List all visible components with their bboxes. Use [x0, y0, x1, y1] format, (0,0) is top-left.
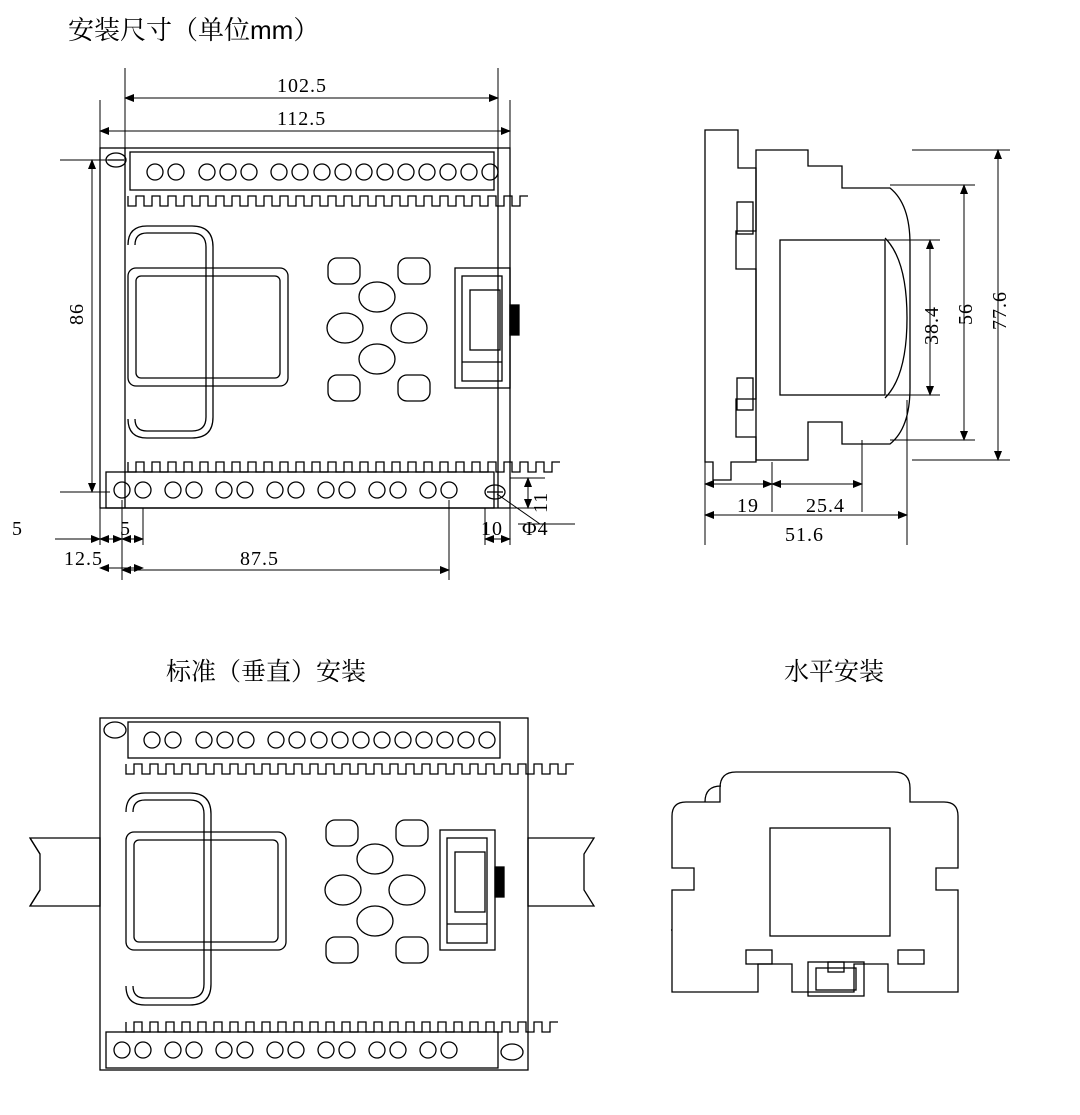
terminal-screw-icon: [147, 164, 498, 180]
dim-hole-diameter: Φ4: [522, 518, 549, 540]
dim-depth-inner: 38.4: [921, 306, 943, 345]
dim-base-mid: 25.4: [806, 495, 845, 517]
dim-base-left: 19: [737, 495, 759, 517]
terminal-screw-icon: [144, 732, 495, 748]
din-rail-icon: [126, 764, 574, 774]
horizontal-mount-title: 水平安装: [784, 658, 885, 686]
dim-depth-total: 77.6: [989, 291, 1011, 330]
dim-base-total: 51.6: [785, 524, 824, 546]
dim-height: 86: [66, 303, 88, 325]
dim-width-inner: 102.5: [277, 75, 327, 97]
dim-edge-left-2: 5: [120, 518, 131, 540]
comm-port-icon: [455, 268, 519, 388]
dim-edge-left-3: 12.5: [64, 548, 103, 570]
din-rail-icon: [528, 838, 594, 906]
vertical-mount-title: 标准（垂直）安装: [166, 658, 367, 686]
dim-edge-right-2: 10: [481, 518, 503, 540]
keypad-button-icon: [327, 258, 430, 401]
page-title: 安装尺寸（单位mm）: [68, 15, 320, 45]
comm-port-icon: [440, 830, 504, 950]
din-rail-icon: [126, 1022, 558, 1032]
screw-hole-icon: [104, 722, 126, 738]
vertical-mount-view: [30, 718, 594, 1070]
terminal-screw-icon: [114, 482, 457, 498]
dim-hole-pitch-bottom: 87.5: [240, 548, 279, 570]
side-view: [705, 130, 910, 480]
front-view: [100, 148, 560, 508]
comm-port-icon: [808, 962, 864, 996]
side-view-dimension-lines: [705, 150, 1010, 545]
dim-edge-right-1: 11: [530, 491, 552, 513]
dim-width-outer: 112.5: [277, 108, 327, 130]
din-rail-icon: [128, 462, 560, 472]
lcd-display-icon: [128, 268, 288, 386]
din-rail-icon: [30, 838, 100, 906]
screw-hole-icon: [501, 1044, 523, 1060]
horizontal-mount-view: [671, 772, 958, 996]
front-view-dimension-lines: [55, 68, 575, 580]
keypad-button-icon: [325, 820, 428, 963]
dim-edge-left-1: 5: [12, 518, 23, 540]
lcd-display-icon: [126, 832, 286, 950]
din-rail-icon: [128, 196, 528, 206]
dim-depth-body: 56: [955, 303, 977, 325]
terminal-screw-icon: [114, 1042, 457, 1058]
